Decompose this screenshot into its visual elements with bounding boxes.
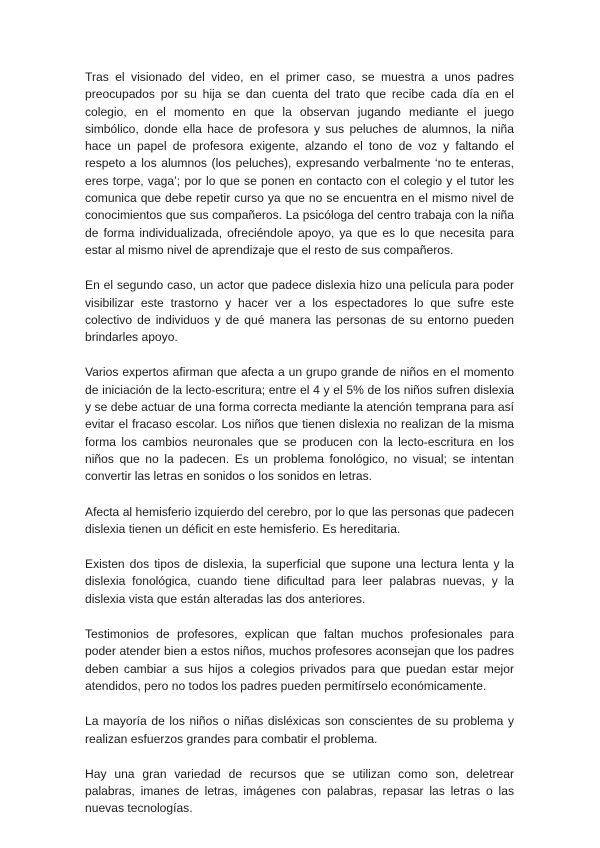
paragraph-second-case: En el segundo caso, un actor que padece dislexia hizo una película para poder visibilizar este trastorno y hacer ver a los espectadores lo que sufre este colectivo de individuos y de qué manera las personas de su entorno pueden brindarles apoyo. <box>85 278 514 345</box>
document-page <box>85 69 514 836</box>
paragraph-resources: Hay una gran variedad de recursos que se utilizan como son, deletrear palabras, imanes de letras, imágenes con palabras, repasar las letras o las nuevas tecnologías. <box>85 766 514 816</box>
paragraph-video-first-case: Tras el visionado del video, en el primer caso, se muestra a unos padres preocupados por su hija se dan cuenta del trato que recibe cada día en el colegio, en el momento en que la observan jugando mediante el juego simbólico, donde ella hace de profesora y sus peluches de alumnos, la niña hace un papel de profesora exigente, alzando el tono de voz y faltando el respeto a los alumnos (los peluches), expresando verbalmente ‘no te enteras, eres torpe, vaga’; por lo que se ponen en contacto con el colegio y el tutor les comunica que debe repetir curso ya que no se encuentra en el mismo nivel de conocimientos que sus compañeros. La psicóloga del centro trabaja con la niña de forma individualizada, ofreciéndole apoyo, ya que es lo que necesita para estar al mismo nivel de aprendizaje que el resto de sus compañeros. <box>85 70 514 257</box>
paragraph-dyslexia-types: Existen dos tipos de dislexia, la superficial que supone una lectura lenta y la dislexia fonológica, cuando tiene dificultad para leer palabras nuevas, y la dislexia vista que están alteradas las dos anteriores. <box>85 557 514 606</box>
paragraph-teacher-testimonies: Testimonios de profesores, explican que faltan muchos profesionales para poder atender bien a estos niños, muchos profesores aconsejan que los padres deben cambiar a sus hijos a colegios privados para que puedan estar mejor atendidos, pero no todos los padres pueden permitírselo económicamente. <box>85 627 514 693</box>
paragraph-experts: Varios expertos afirman que afecta a un grupo grande de niños en el momento de iniciación de la lecto-escritura; entre el 4 y el 5% de los niños sufren dislexia y se debe actuar de una forma correcta mediante la atención temprana para así evitar el fracaso escolar. Los niños que tienen dislexia no realizan de la misma forma los cambios neuronales que se producen con la lecto-escritura en los niños que no la padecen. Es un problema fonológico, no visual; se intentan convertir las letras en sonidos o los sonidos en letras. <box>85 365 514 484</box>
paragraph-awareness: La mayoría de los niños o niñas disléxicas son conscientes de su problema y realizan esfuerzos grandes para combatir el problema. <box>85 714 514 746</box>
paragraph-hemisphere: Afecta al hemisferio izquierdo del cerebro, por lo que las personas que padecen dislexia tienen un déficit en este hemisferio. Es hereditaria. <box>85 504 514 536</box>
